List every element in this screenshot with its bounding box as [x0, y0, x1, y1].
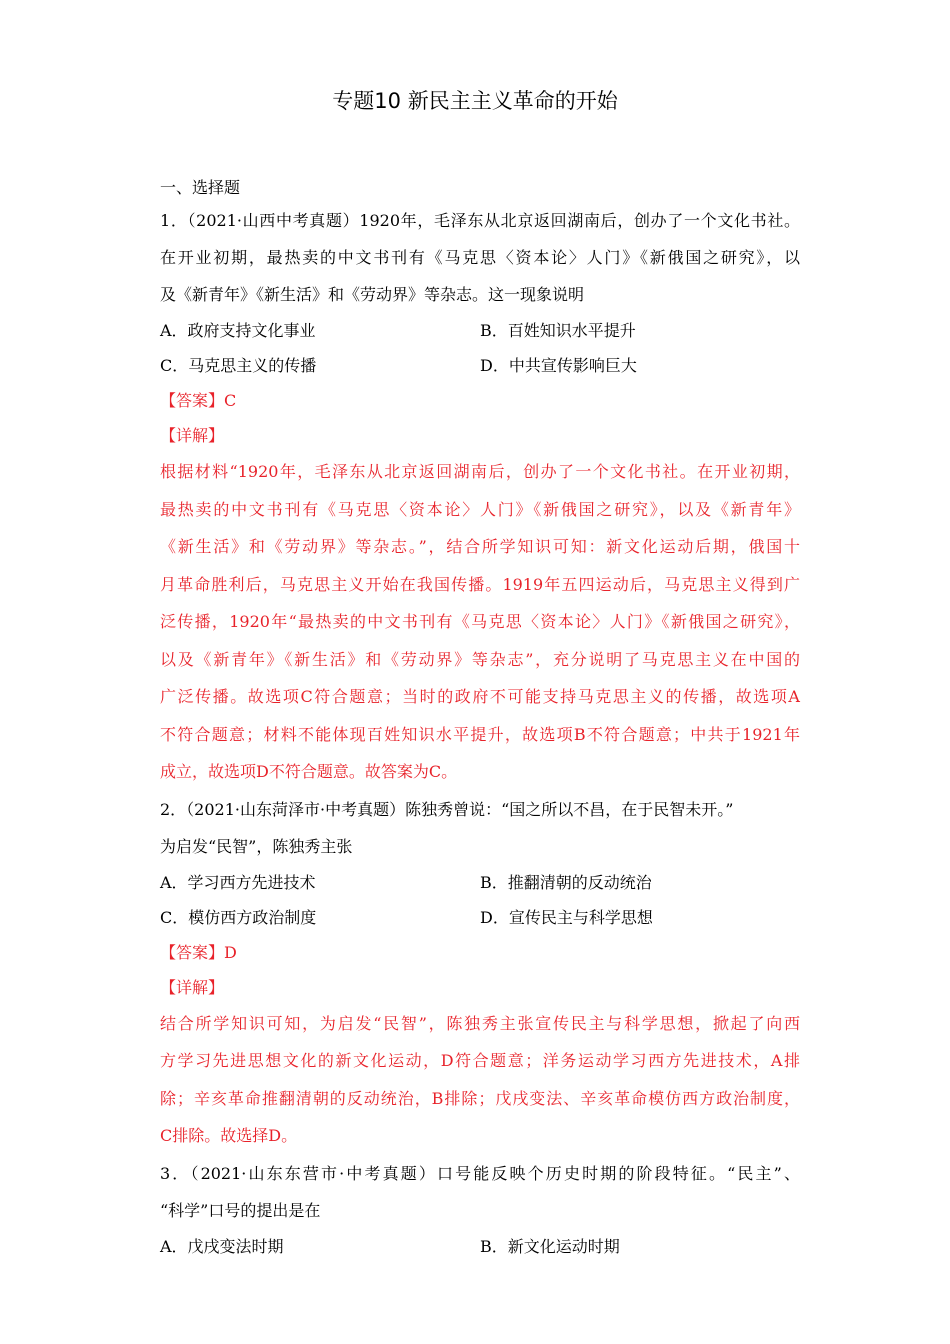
detail-line: C排除。故选择D。 [160, 1126, 298, 1145]
options-row [160, 900, 800, 935]
page-title: 专题10 新民主主义革命的开始 [332, 89, 618, 113]
option-b: B．推翻清朝的反动统治 [480, 872, 652, 892]
options-row [160, 348, 800, 383]
detail-line: 月革命胜利后，马克思主义开始在我国传播。1919年五四运动后，马克思主义得到广 [160, 574, 800, 594]
detail-line: 不符合题意；材料不能体现百姓知识水平提升，故选项B不符合题意；中共于1921年 [160, 724, 800, 744]
question-text-line: 为启发“民智”，陈独秀主张 [160, 836, 353, 856]
detail-line: 根据材料“1920年，毛泽东从北京返回湖南后，创办了一个文化书社。在开业初期， [160, 462, 800, 481]
question-1 [160, 202, 800, 791]
question-text-line: 2．（2021·山东菏泽市·中考真题）陈独秀曾说：“国之所以不昌，在于民智未开。” [160, 799, 734, 819]
detail-line: 成立，故选项D不符合题意。故答案为C。 [160, 762, 458, 781]
question-3 [160, 1155, 800, 1264]
options-row [160, 1229, 800, 1264]
options-row [160, 313, 800, 348]
question-text-line: 1．（2021·山西中考真题）1920年，毛泽东从北京返回湖南后，创办了一个文化书社。 [160, 211, 800, 230]
option-d: D．宣传民主与科学思想 [480, 907, 653, 927]
detail-line: 最热卖的中文书刊有《马克思〈资本论〉人门》《新俄国之研究》，以及《新青年》 [160, 499, 800, 519]
options-row [160, 865, 800, 900]
option-a: A．政府支持文化事业 [160, 321, 316, 340]
answer-label: 【答案】D [160, 942, 237, 962]
option-c: C．马克思主义的传播 [160, 356, 317, 375]
document-body [160, 174, 800, 1264]
detail-label: 【详解】 [160, 426, 225, 445]
question-text-line: 及《新青年》《新生活》和《劳动界》等杂志。这一现象说明 [160, 285, 585, 304]
option-b: B．新文化运动时期 [480, 1236, 620, 1256]
answer-label: 【答案】C [160, 391, 237, 410]
question-2 [160, 791, 800, 1155]
question-text-line: 在开业初期，最热卖的中文书刊有《马克思〈资本论〉人门》《新俄国之研究》，以 [160, 248, 800, 267]
detail-line: 方学习先进思想文化的新文化运动，D符合题意；洋务运动学习西方先进技术，A排 [160, 1051, 800, 1070]
detail-line: 泛传播，1920年“最热卖的中文书刊有《马克思〈资本论〉人门》《新俄国之研究》， [160, 612, 800, 631]
detail-line: 结合所学知识可知，为启发“民智”，陈独秀主张宣传民主与科学思想，掀起了向西 [160, 1013, 800, 1033]
detail-line: 除；辛亥革命推翻清朝的反动统治，B排除；戊戌变法、辛亥革命模仿西方政治制度， [160, 1088, 800, 1108]
detail-line: 以及《新青年》《新生活》和《劳动界》等杂志”，充分说明了马克思主义在中国的 [160, 649, 800, 669]
option-a: A．戊戌变法时期 [160, 1236, 284, 1256]
option-b: B．百姓知识水平提升 [480, 321, 636, 340]
detail-line: 广泛传播。故选项C符合题意；当时的政府不可能支持马克思主义的传播，故选项A [160, 687, 800, 706]
option-c: C．模仿西方政治制度 [160, 907, 317, 927]
question-text-line: 3．（2021·山东东营市·中考真题）口号能反映个历史时期的阶段特征。“民主”、 [160, 1163, 800, 1183]
option-d: D．中共宣传影响巨大 [480, 356, 637, 375]
section-heading: 一、选择题 [160, 178, 241, 197]
detail-line: 《新生活》和《劳动界》等杂志。”，结合所学知识可知：新文化运动后期，俄国十 [160, 537, 800, 556]
detail-label: 【详解】 [160, 977, 225, 997]
question-text-line: “科学”口号的提出是在 [160, 1200, 321, 1220]
option-a: A．学习西方先进技术 [160, 872, 316, 892]
